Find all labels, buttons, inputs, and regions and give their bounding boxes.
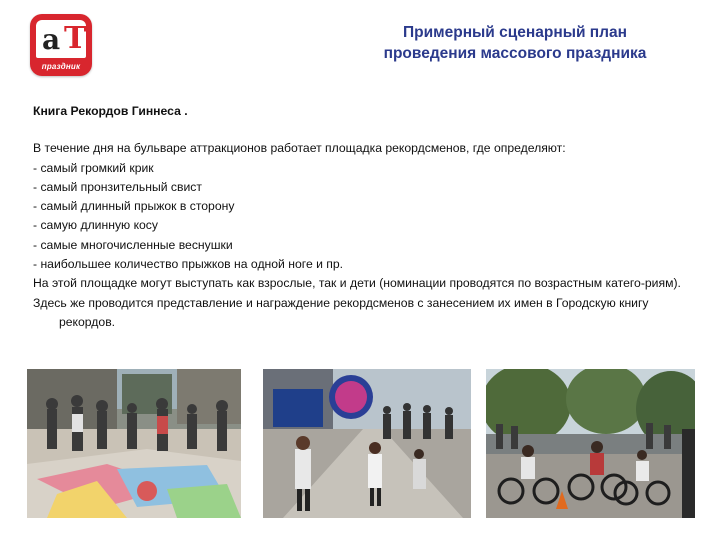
list-item: - самый длинный прыжок в сторону [33, 199, 235, 214]
photo-cyclists [486, 369, 695, 518]
logo-emblem [36, 20, 86, 58]
section-heading: Книга Рекордов Гиннеса . [33, 104, 188, 118]
photo-chalk-drawing-crowd [27, 369, 241, 518]
list-item: - самую длинную косу [33, 218, 158, 233]
title-line-1: Примерный сценарный план [403, 24, 627, 41]
title-line-2: проведения массового праздника [383, 45, 647, 62]
paragraph: В течение дня на бульваре аттракционов работает площадка рекордсменов, где определяют: [33, 141, 566, 156]
list-item: - наибольшее количество прыжков на одной ноге и пр. [33, 257, 344, 272]
document-body [33, 102, 683, 332]
paragraph: На этой площадке могут выступать как взрослые, так и дети (номинации проводятся по возрастным катего-риям). [33, 276, 681, 291]
list-item: - самый громкий крик [33, 160, 154, 175]
logo-word: праздник [41, 62, 81, 71]
page-title [340, 22, 690, 64]
photo-children-running [263, 369, 471, 518]
paragraph: Здесь же проводится представление и награждение рекордсменов с занесением их имен в Городскую книгу рекордов. [33, 295, 649, 329]
list-item: - самые многочисленные веснушки [33, 237, 233, 252]
logo-mark-a: a [42, 23, 61, 56]
logo [30, 14, 92, 76]
list-item: - самый пронзительный свист [33, 179, 202, 194]
logo-mark-t: T [64, 21, 87, 56]
